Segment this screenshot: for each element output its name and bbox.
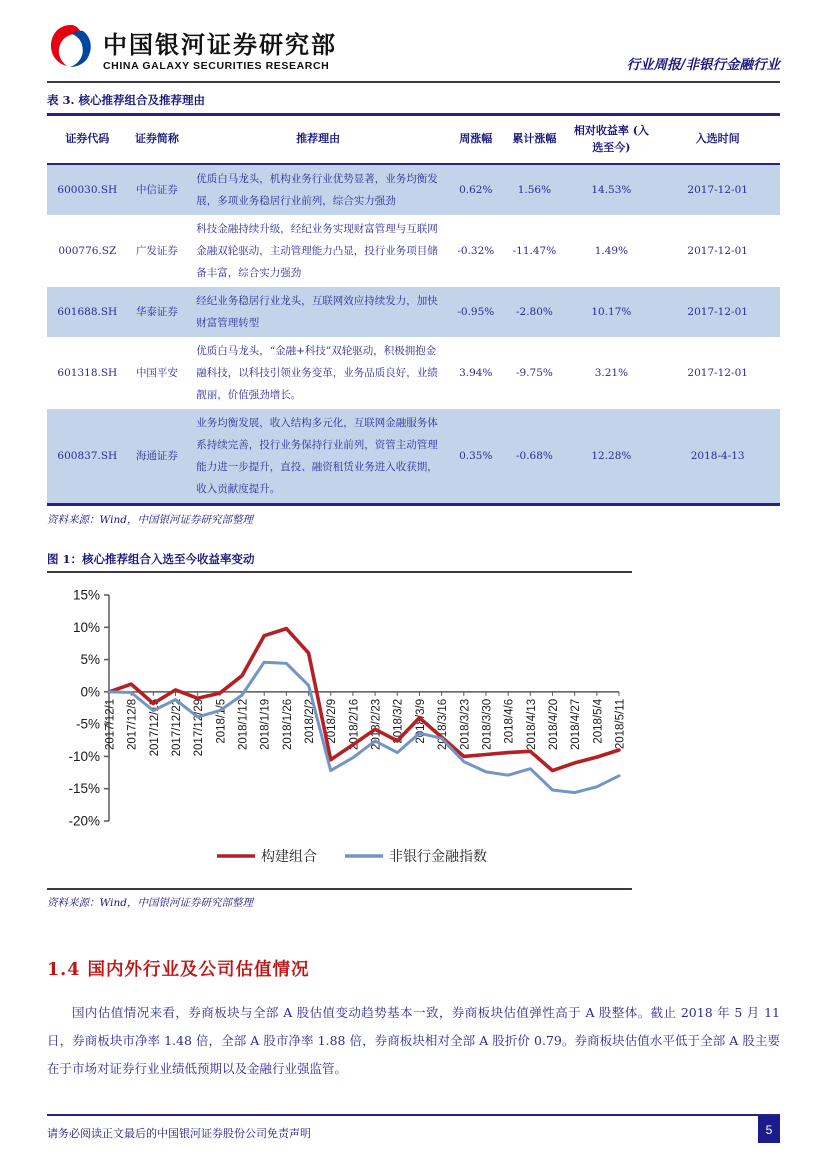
cell-relative: 1.49%: [594, 245, 629, 257]
cell-date: 2017-12-01: [687, 245, 748, 257]
page-number-badge: 5: [758, 1116, 780, 1143]
col-header-relative: 相对收益率 (入选至今): [567, 115, 655, 165]
svg-text:10%: 10%: [72, 619, 100, 635]
cell-reason: 科技金融持续升级，经纪业务实现财富管理与互联网金融双轮驱动，主动管理能力凸显，投行业务项目储备丰富，综合实力强劲: [196, 223, 438, 279]
svg-text:构建组合: 构建组合: [261, 848, 317, 864]
brand-title: 中国银河证券研究部: [103, 32, 337, 59]
svg-text:2018/1/26: 2018/1/26: [281, 698, 294, 751]
svg-text:2018/4/6: 2018/4/6: [503, 698, 516, 744]
svg-text:-15%: -15%: [68, 781, 100, 797]
figure-bottom-rule: [47, 888, 632, 890]
cell-reason: 经纪业务稳居行业龙头，互联网效应持续发力，加快财富管理转型: [196, 295, 438, 329]
svg-text:0%: 0%: [80, 684, 100, 700]
svg-text:2018/1/5: 2018/1/5: [215, 698, 228, 744]
cell-name: 中信证券: [135, 184, 178, 196]
cell-cumulative: -2.80%: [515, 306, 553, 318]
cell-name: 广发证券: [135, 245, 178, 257]
col-header-cumulative: 累计涨幅: [501, 115, 567, 165]
svg-text:2018/2/23: 2018/2/23: [370, 698, 383, 751]
page-header: [47, 22, 780, 83]
svg-text:-20%: -20%: [68, 813, 100, 829]
report-type-label: 行业周报/非银行金融行业: [626, 57, 780, 73]
cell-relative: 14.53%: [591, 184, 632, 196]
svg-text:-10%: -10%: [68, 748, 100, 764]
section-heading: 1.4 国内外行业及公司估值情况: [47, 960, 310, 980]
svg-text:2018/2/16: 2018/2/16: [348, 698, 361, 751]
cell-name: 华泰证券: [135, 306, 178, 318]
returns-line-chart: [47, 579, 632, 881]
cell-name: 海通证券: [135, 450, 178, 462]
recommendation-table: [47, 113, 780, 506]
figure-source-note: 资料来源：Wind，中国银河证券研究部整理: [47, 897, 253, 909]
cell-reason: 优质白马龙头，机构业务行业优势显著，业务均衡发展，多项业务稳居行业前列，综合实力强劲: [196, 173, 438, 207]
cell-cumulative: -9.75%: [515, 367, 553, 379]
cell-name: 中国平安: [135, 367, 178, 379]
col-header-date: 入选时间: [655, 115, 780, 165]
table-source-note: 资料来源：Wind，中国银河证券研究部整理: [47, 514, 253, 526]
cell-cumulative: 1.56%: [517, 184, 552, 196]
svg-text:2018/3/9: 2018/3/9: [414, 698, 427, 744]
table-row: [47, 409, 780, 505]
galaxy-logo-icon: [47, 22, 95, 75]
figure-caption: 图 1：核心推荐组合入选至今收益率变动: [47, 551, 632, 573]
col-header-weekly: 周涨幅: [450, 115, 501, 165]
brand-block: [47, 22, 337, 75]
table-caption: 表 3. 核心推荐组合及推荐理由: [47, 93, 206, 107]
svg-text:2018/5/11: 2018/5/11: [614, 698, 627, 750]
cell-weekly: 0.62%: [459, 184, 493, 196]
cell-code: 601688.SH: [57, 306, 118, 318]
svg-text:2017/12/29: 2017/12/29: [193, 698, 206, 757]
cell-code: 600030.SH: [57, 184, 118, 196]
cell-cumulative: -11.47%: [512, 245, 557, 257]
cell-weekly: 0.35%: [459, 450, 493, 462]
svg-text:2017/12/8: 2017/12/8: [126, 698, 139, 751]
table-header-row: [47, 115, 780, 165]
cell-date: 2018-4-13: [690, 450, 745, 462]
col-header-reason: 推荐理由: [186, 115, 450, 165]
cell-weekly: -0.95%: [457, 306, 495, 318]
svg-text:2018/4/20: 2018/4/20: [547, 698, 560, 751]
svg-text:-5%: -5%: [75, 716, 100, 732]
col-header-code: 证券代码: [47, 115, 128, 165]
page-footer: [47, 1114, 780, 1143]
col-header-name: 证券简称: [128, 115, 187, 165]
svg-text:2017/12/1: 2017/12/1: [104, 698, 117, 751]
cell-date: 2017-12-01: [687, 367, 748, 379]
svg-text:2018/2/9: 2018/2/9: [326, 698, 339, 744]
svg-text:2018/3/2: 2018/3/2: [392, 698, 405, 744]
svg-text:2018/1/19: 2018/1/19: [259, 698, 272, 751]
svg-text:2018/3/30: 2018/3/30: [481, 698, 494, 751]
cell-date: 2017-12-01: [687, 306, 748, 318]
svg-text:2018/3/16: 2018/3/16: [437, 698, 450, 751]
svg-text:2017/12/22: 2017/12/22: [171, 698, 184, 757]
disclaimer-text: 请务必阅读正文最后的中国银河证券股份公司免责声明: [47, 1127, 311, 1140]
cell-relative: 3.21%: [594, 367, 629, 379]
svg-text:5%: 5%: [80, 652, 100, 668]
svg-text:2018/3/23: 2018/3/23: [459, 698, 472, 751]
table-row: [47, 215, 780, 287]
cell-code: 601318.SH: [57, 367, 118, 379]
cell-weekly: -0.32%: [457, 245, 495, 257]
cell-relative: 10.17%: [591, 306, 632, 318]
cell-date: 2017-12-01: [687, 184, 748, 196]
svg-text:15%: 15%: [72, 587, 100, 603]
cell-relative: 12.28%: [591, 450, 632, 462]
cell-code: 000776.SZ: [58, 245, 117, 257]
cell-reason: 业务均衡发展，收入结构多元化，互联网金融服务体系持续完善，投行业务保持行业前列，资管主动管理能力进一步提升，直投、融资租赁业务进入收获期，收入贡献度提升。: [196, 417, 438, 495]
svg-text:2018/5/4: 2018/5/4: [592, 698, 605, 744]
cell-cumulative: -0.68%: [515, 450, 553, 462]
cell-reason: 优质白马龙头，“金融+科技”双轮驱动，积极拥抱金融科技，以科技引领业务变革，业务品质良好，业绩靓丽，价值强劲增长。: [196, 345, 438, 401]
svg-text:非银行金融指数: 非银行金融指数: [389, 848, 487, 864]
svg-text:2018/4/13: 2018/4/13: [525, 698, 538, 751]
table-row: [47, 164, 780, 215]
table-row: [47, 337, 780, 409]
svg-text:2018/1/12: 2018/1/12: [237, 698, 250, 751]
table-row: [47, 287, 780, 337]
brand-subtitle: CHINA GALAXY SECURITIES RESEARCH: [103, 60, 330, 72]
figure-body: [47, 573, 632, 888]
figure-block: [47, 551, 632, 910]
svg-text:2017/12/15: 2017/12/15: [148, 698, 161, 757]
cell-weekly: 3.94%: [459, 367, 493, 379]
svg-text:2018/2/2: 2018/2/2: [304, 698, 317, 744]
cell-code: 600837.SH: [57, 450, 118, 462]
section-paragraph: 国内估值情况来看，券商板块与全部 A 股估值变动趋势基本一致，券商板块估值弹性高于 A 股整体。截止 2018 年 5 月 11 日，券商板块市净率 1.48 倍，全部 A 股市净率 1.88 倍，券商板块相对全部 A 股折价 0.79。券商板块估值水平低于全部 A 股主要在于市场对证券行业业绩低预期以及金融行业强监管。: [47, 1005, 780, 1076]
brand-text: [103, 25, 337, 72]
svg-text:2018/4/27: 2018/4/27: [570, 698, 583, 751]
